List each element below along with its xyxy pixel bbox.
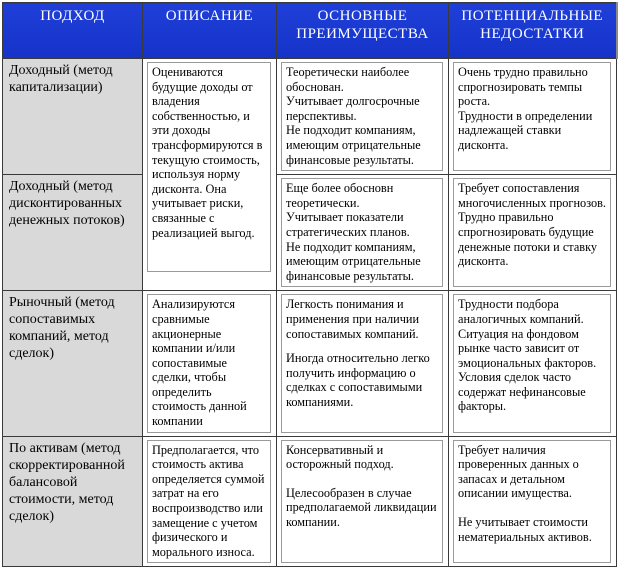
table-row: [3, 59, 617, 175]
advantages-cell: [277, 436, 449, 567]
header-row: [3, 3, 617, 59]
approach-cell: Доходный (метод дисконтированных денежных потоков): [3, 175, 143, 291]
advantage-item: Целесообразен в случае предполагаемой ликвидации компании.: [286, 485, 437, 530]
advantage-item: Учитывает долгосрочные перспективы.: [286, 94, 420, 123]
disadvantages-cell: [449, 175, 617, 291]
table-row: [3, 436, 617, 567]
disadvantage-item: Очень трудно правильно спрогнозировать темпы роста.: [458, 65, 588, 109]
disadvantages-cell: [449, 436, 617, 567]
description-text: Оцениваются будущие доходы от владения собственностью, и эти доходы трансформируются в текущую стоимость, используя норму дисконта. Она учитывает риски, связанные с реализацией выгод.: [152, 65, 263, 240]
disadvantages-cell: [449, 59, 617, 175]
advantage-item: Не подходит компаниям, имеющим отрицательные финансовые результаты.: [286, 239, 421, 283]
disadvantage-item: Требует наличия проверенных данных о запасах и детальном описании имущества.: [458, 442, 579, 501]
advantage-item: Консервативный и осторожный подход.: [286, 442, 394, 472]
advantages-cell: [277, 59, 449, 175]
advantage-item: Еще более обосновн теоретически.: [286, 181, 394, 210]
disadvantages-cell: [449, 291, 617, 436]
description-text: Анализируются сравнимые акционерные компании и/или сопоставимые сделки, чтобы определить стоимость данной компании: [152, 297, 247, 429]
header-approach: ПОДХОД: [3, 3, 143, 59]
description-text: Предполагается, что стоимость актива определяется суммой затрат на его воспроизводство или замещение с учетом физического и морального износа.: [152, 442, 265, 559]
advantage-item: Теоретически наиболее обоснован.: [286, 65, 410, 94]
table-row: [3, 291, 617, 436]
disadvantage-item: Трудности подбора аналогичных компаний. Ситуация на фондовом рынке часто зависит от эмоциональных факторов. Условия сделок часто содержат нефинансовые факторы.: [458, 297, 597, 414]
header-disadvantages: ПОТЕНЦИАЛЬНЫЕ НЕДОСТАТКИ: [449, 3, 617, 59]
advantages-cell: [277, 291, 449, 436]
approach-cell: Доходный (метод капитализации): [3, 59, 143, 175]
table-row: [3, 175, 617, 291]
advantages-cell: [277, 175, 449, 291]
approach-cell: Рыночный (метод сопоставимых компаний, метод сделок): [3, 291, 143, 436]
description-cell: [143, 436, 277, 567]
disadvantage-item: Трудно правильно спрогнозировать будущие денежные потоки и ставку дисконта.: [458, 210, 598, 269]
advantage-item: Легкость понимания и применения при наличии сопоставимых компаний.: [286, 297, 420, 341]
disadvantage-item: Трудности в определении надлежащей ставки дисконта.: [458, 108, 593, 152]
header-advantages: ОСНОВНЫЕ ПРЕИМУЩЕСТВА: [277, 3, 449, 59]
disadvantage-item: Требует сопоставления многочисленных прогнозов.: [458, 181, 607, 210]
description-cell: [143, 59, 277, 291]
description-cell: [143, 291, 277, 436]
advantage-item: Учитывает показатели стратегических планов.: [286, 210, 410, 239]
advantage-item: Иногда относительно легко получить информацию о сделках с сопоставимыми компаниями.: [286, 351, 430, 409]
advantage-item: Не подходит компаниям, имеющим отрицательные финансовые результаты.: [286, 123, 421, 167]
approach-cell: По активам (метод скорректированной балансовой стоимости, метод сделок): [3, 436, 143, 567]
header-description: ОПИСАНИЕ: [143, 3, 277, 59]
valuation-approaches-table: [2, 2, 618, 567]
disadvantage-item: Не учитывает стоимости нематериальных активов.: [458, 515, 592, 544]
